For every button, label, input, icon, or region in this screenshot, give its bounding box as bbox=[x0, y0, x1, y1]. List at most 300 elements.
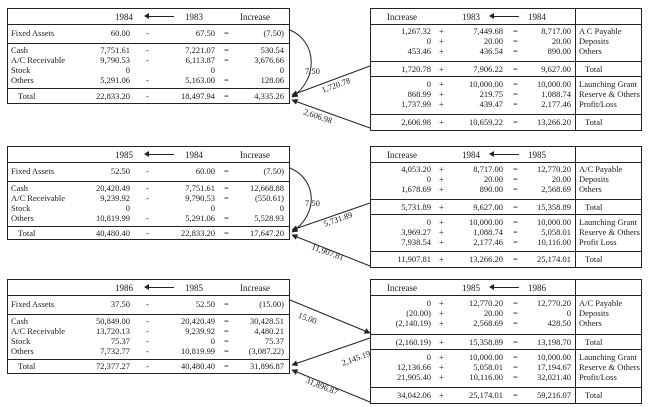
value-previous: 2,177.46 bbox=[473, 237, 503, 247]
equals-separator: = bbox=[513, 227, 518, 237]
arrow-left-icon bbox=[493, 16, 519, 17]
value-increase: 21,905.40 bbox=[397, 372, 431, 382]
value-current: 75.37 bbox=[110, 336, 130, 346]
row-label: A/C Receivable bbox=[11, 193, 66, 203]
equals-separator: = bbox=[224, 346, 229, 356]
equals-separator: = bbox=[513, 26, 518, 36]
value-previous: 1,088.74 bbox=[473, 227, 503, 237]
increase-header: Increase bbox=[240, 12, 270, 22]
increase-header: Increase bbox=[387, 283, 417, 293]
year-current: 1985 bbox=[115, 150, 133, 160]
row-label: Total bbox=[18, 361, 36, 371]
arrow-left-icon bbox=[493, 287, 519, 288]
equals-separator: = bbox=[513, 318, 518, 328]
value-current: 15,358.89 bbox=[537, 202, 571, 212]
row-label: Others bbox=[579, 184, 602, 194]
value-increase: 0 bbox=[279, 203, 284, 213]
equity-section bbox=[371, 214, 641, 252]
assets-table bbox=[7, 8, 290, 104]
equals-separator: = bbox=[224, 316, 229, 326]
value-current: 0 bbox=[125, 203, 130, 213]
liabilities-header bbox=[371, 147, 641, 163]
equals-separator: = bbox=[513, 352, 518, 362]
plus-separator: + bbox=[439, 89, 444, 99]
value-previous: 60.00 bbox=[195, 166, 215, 176]
value-increase: (3,087.22) bbox=[248, 346, 284, 356]
equals-separator: = bbox=[224, 28, 229, 38]
dash-separator: - bbox=[146, 213, 149, 223]
value-previous: 13,266.20 bbox=[469, 254, 503, 264]
equals-separator: = bbox=[513, 390, 518, 400]
value-current: 20.00 bbox=[551, 174, 571, 184]
value-previous: 10,819.99 bbox=[181, 346, 215, 356]
year-previous: 1984 bbox=[185, 150, 203, 160]
value-current: 13,198.70 bbox=[537, 337, 571, 347]
dash-separator: - bbox=[146, 316, 149, 326]
value-increase: 0 bbox=[426, 79, 431, 89]
value-previous: 219.75 bbox=[479, 89, 503, 99]
flow-current-value: 1,720.78 bbox=[320, 75, 352, 95]
value-current: 13,266.20 bbox=[537, 117, 571, 127]
value-increase: 4,480.21 bbox=[254, 326, 284, 336]
equals-separator: = bbox=[224, 183, 229, 193]
value-increase: 0 bbox=[426, 36, 431, 46]
assets-total-section bbox=[8, 359, 289, 373]
value-increase: 2,606.98 bbox=[401, 117, 431, 127]
current-liabilities-total bbox=[371, 61, 641, 77]
plus-separator: + bbox=[439, 36, 444, 46]
equity-section bbox=[371, 76, 641, 115]
flow-total-value: 11,907.81 bbox=[310, 241, 346, 263]
liabilities-grand-total bbox=[371, 251, 641, 267]
flow-fixed-value: 15.00 bbox=[296, 310, 319, 326]
plus-separator: + bbox=[439, 318, 444, 328]
row-label: Stock bbox=[11, 203, 31, 213]
arrow-left-icon bbox=[493, 154, 519, 155]
year-previous: 1984 bbox=[462, 150, 480, 160]
liabilities-table bbox=[370, 146, 642, 268]
plus-separator: + bbox=[439, 227, 444, 237]
value-previous: 9,627.00 bbox=[473, 202, 503, 212]
value-current: 5,291.06 bbox=[100, 75, 130, 85]
value-current: 10,000.00 bbox=[537, 352, 571, 362]
plus-separator: + bbox=[439, 308, 444, 318]
value-previous: 0 bbox=[210, 336, 215, 346]
plus-separator: + bbox=[439, 337, 444, 347]
value-current: 2,568.69 bbox=[541, 184, 571, 194]
row-label: Reserve & Others bbox=[579, 362, 640, 372]
row-label: Fixed Assets bbox=[11, 166, 55, 176]
assets-header bbox=[8, 9, 289, 25]
row-label: Total bbox=[585, 64, 603, 74]
value-increase: 1,720.78 bbox=[401, 64, 431, 74]
dash-separator: - bbox=[146, 361, 149, 371]
row-label: Cash bbox=[11, 316, 28, 326]
value-current: 7,732.77 bbox=[100, 346, 130, 356]
value-increase: 12,668.88 bbox=[250, 183, 284, 193]
value-previous: 7,906.22 bbox=[473, 64, 503, 74]
value-current: 60.00 bbox=[110, 28, 130, 38]
row-label: Reserve & Others bbox=[579, 89, 640, 99]
equals-separator: = bbox=[513, 46, 518, 56]
liabilities-header bbox=[371, 9, 641, 25]
value-previous: 52.50 bbox=[195, 299, 215, 309]
value-increase: (7.50) bbox=[263, 28, 284, 38]
liabilities-table bbox=[370, 279, 642, 404]
plus-separator: + bbox=[439, 184, 444, 194]
value-previous: 439.47 bbox=[479, 99, 503, 109]
fixed-assets-section bbox=[8, 295, 289, 315]
equals-separator: = bbox=[513, 372, 518, 382]
dash-separator: - bbox=[146, 75, 149, 85]
assets-total-section bbox=[8, 226, 289, 240]
year-previous: 1985 bbox=[185, 283, 203, 293]
value-increase: 3,676.66 bbox=[254, 55, 284, 65]
row-label: Others bbox=[579, 318, 602, 328]
equals-separator: = bbox=[513, 174, 518, 184]
year-previous: 1985 bbox=[462, 283, 480, 293]
value-current: 2,177.46 bbox=[541, 99, 571, 109]
value-current: 0 bbox=[566, 308, 571, 318]
fixed-assets-section bbox=[8, 24, 289, 44]
equals-separator: = bbox=[224, 193, 229, 203]
value-increase: 1,678.69 bbox=[401, 184, 431, 194]
equals-separator: = bbox=[513, 217, 518, 227]
value-current: 12,770.20 bbox=[537, 298, 571, 308]
plus-separator: + bbox=[439, 352, 444, 362]
row-label: Profit/Loss bbox=[579, 372, 617, 382]
value-previous: 10,659.22 bbox=[469, 117, 503, 127]
plus-separator: + bbox=[439, 117, 444, 127]
assets-table bbox=[7, 146, 290, 240]
value-increase: (7.50) bbox=[263, 166, 284, 176]
value-current: 59,216.07 bbox=[537, 390, 571, 400]
equals-separator: = bbox=[513, 64, 518, 74]
plus-separator: + bbox=[439, 64, 444, 74]
current-assets-section bbox=[8, 314, 289, 360]
current-assets-section bbox=[8, 181, 289, 227]
equals-separator: = bbox=[224, 75, 229, 85]
row-label: Total bbox=[585, 337, 603, 347]
value-current: 890.00 bbox=[547, 46, 571, 56]
value-increase: 1,737.99 bbox=[401, 99, 431, 109]
arrow-left-icon bbox=[148, 16, 174, 17]
value-current: 5,058.01 bbox=[541, 227, 571, 237]
equals-separator: = bbox=[224, 91, 229, 101]
liabilities-grand-total bbox=[371, 387, 641, 403]
row-label: Total bbox=[585, 117, 603, 127]
value-current: 9,627.00 bbox=[541, 64, 571, 74]
value-increase: 5,528.93 bbox=[254, 213, 284, 223]
value-increase: 5,731.89 bbox=[401, 202, 431, 212]
value-current: 13,720.13 bbox=[96, 326, 130, 336]
row-label: Deposits bbox=[579, 308, 609, 318]
value-increase: 11,907.81 bbox=[397, 254, 431, 264]
value-increase: 31,896.87 bbox=[250, 361, 284, 371]
value-previous: 5,291.06 bbox=[185, 213, 215, 223]
row-label: Reserve & Others bbox=[579, 227, 640, 237]
value-previous: 20,420.49 bbox=[181, 316, 215, 326]
plus-separator: + bbox=[439, 254, 444, 264]
value-current: 25,174.01 bbox=[537, 254, 571, 264]
plus-separator: + bbox=[439, 164, 444, 174]
arrow-left-icon bbox=[148, 154, 174, 155]
value-previous: 890.00 bbox=[479, 184, 503, 194]
current-liabilities-section bbox=[371, 162, 641, 200]
plus-separator: + bbox=[439, 46, 444, 56]
value-current: 9,790.53 bbox=[100, 55, 130, 65]
value-increase: 7,938.54 bbox=[401, 237, 431, 247]
value-increase: 868.99 bbox=[407, 89, 431, 99]
value-increase: 1,267.32 bbox=[401, 26, 431, 36]
increase-header: Increase bbox=[240, 150, 270, 160]
value-increase: 0 bbox=[426, 174, 431, 184]
row-label: A/C Receivable bbox=[11, 326, 66, 336]
value-current: 12,770.20 bbox=[537, 164, 571, 174]
value-previous: 15,358.89 bbox=[469, 337, 503, 347]
current-liabilities-total bbox=[371, 334, 641, 350]
plus-separator: + bbox=[439, 390, 444, 400]
value-current: 52.50 bbox=[110, 166, 130, 176]
row-label: Deposits bbox=[579, 174, 609, 184]
value-previous: 5,163.00 bbox=[185, 75, 215, 85]
current-liabilities-total bbox=[371, 199, 641, 215]
value-previous: 436.54 bbox=[479, 46, 503, 56]
value-increase: (550.61) bbox=[254, 193, 284, 203]
equals-separator: = bbox=[224, 228, 229, 238]
row-label: A/C Payable bbox=[579, 164, 623, 174]
assets-total-section bbox=[8, 88, 289, 103]
equals-separator: = bbox=[513, 99, 518, 109]
equals-separator: = bbox=[513, 254, 518, 264]
value-previous: 10,000.00 bbox=[469, 352, 503, 362]
value-current: 32,021.40 bbox=[537, 372, 571, 382]
flow-total-value: 31,896.87 bbox=[304, 374, 340, 398]
year-previous: 1983 bbox=[462, 12, 480, 22]
equals-separator: = bbox=[513, 202, 518, 212]
value-increase: 0 bbox=[279, 65, 284, 75]
value-increase: 75.37 bbox=[264, 336, 284, 346]
value-current: 1,088.74 bbox=[541, 89, 571, 99]
row-label: Others bbox=[11, 213, 34, 223]
equals-separator: = bbox=[513, 36, 518, 46]
value-current: 0 bbox=[125, 65, 130, 75]
row-label: A/C Receivable bbox=[11, 55, 66, 65]
dash-separator: - bbox=[146, 183, 149, 193]
year-current: 1984 bbox=[528, 12, 546, 22]
equals-separator: = bbox=[513, 298, 518, 308]
row-label: Total bbox=[585, 254, 603, 264]
current-assets-section bbox=[8, 43, 289, 89]
value-current: 10,116.00 bbox=[537, 237, 571, 247]
row-label: Total bbox=[585, 202, 603, 212]
equals-separator: = bbox=[224, 361, 229, 371]
row-label: Fixed Assets bbox=[11, 28, 55, 38]
value-previous: 22,833.20 bbox=[181, 228, 215, 238]
value-previous: 20.00 bbox=[483, 308, 503, 318]
value-previous: 10,000.00 bbox=[469, 217, 503, 227]
value-previous: 5,058.01 bbox=[473, 362, 503, 372]
arrow-left-icon bbox=[148, 287, 174, 288]
value-increase: 30,428.51 bbox=[250, 316, 284, 326]
flow-current-value: 2,145.19 bbox=[340, 348, 372, 368]
value-previous: 20.00 bbox=[483, 174, 503, 184]
plus-separator: + bbox=[439, 99, 444, 109]
value-current: 428.50 bbox=[547, 318, 571, 328]
current-liabilities-section bbox=[371, 24, 641, 62]
value-current: 37.50 bbox=[110, 299, 130, 309]
value-previous: 2,568.69 bbox=[473, 318, 503, 328]
equals-separator: = bbox=[513, 79, 518, 89]
year-previous: 1983 bbox=[185, 12, 203, 22]
assets-header bbox=[8, 147, 289, 163]
plus-separator: + bbox=[439, 202, 444, 212]
value-previous: 0 bbox=[210, 65, 215, 75]
row-label: Stock bbox=[11, 65, 31, 75]
dash-separator: - bbox=[146, 299, 149, 309]
dash-separator: - bbox=[146, 28, 149, 38]
fixed-assets-section bbox=[8, 162, 289, 182]
plus-separator: + bbox=[439, 217, 444, 227]
row-label: Fixed Assets bbox=[11, 299, 55, 309]
row-label: Cash bbox=[11, 45, 28, 55]
assets-header bbox=[8, 280, 289, 296]
value-current: 7,751.61 bbox=[100, 45, 130, 55]
value-increase: 453.46 bbox=[407, 46, 431, 56]
value-previous: 7,449.68 bbox=[473, 26, 503, 36]
value-previous: 12,770.20 bbox=[469, 298, 503, 308]
row-label: Others bbox=[579, 46, 602, 56]
value-increase: 530.54 bbox=[260, 45, 284, 55]
value-previous: 9,790.53 bbox=[185, 193, 215, 203]
equals-separator: = bbox=[513, 337, 518, 347]
equals-separator: = bbox=[224, 45, 229, 55]
value-increase: 3,969.27 bbox=[401, 227, 431, 237]
increase-header: Increase bbox=[387, 150, 417, 160]
value-increase: 0 bbox=[426, 217, 431, 227]
flow-fixed-value: 7.50 bbox=[305, 198, 320, 208]
value-increase: 4,335.26 bbox=[254, 91, 284, 101]
plus-separator: + bbox=[439, 372, 444, 382]
year-current: 1985 bbox=[528, 150, 546, 160]
current-liabilities-section bbox=[371, 295, 641, 335]
row-label: Others bbox=[11, 346, 34, 356]
row-label: Total bbox=[18, 228, 36, 238]
equals-separator: = bbox=[224, 336, 229, 346]
value-previous: 8,717.00 bbox=[473, 164, 503, 174]
equals-separator: = bbox=[513, 308, 518, 318]
value-current: 20.00 bbox=[551, 36, 571, 46]
equals-separator: = bbox=[513, 89, 518, 99]
dash-separator: - bbox=[146, 91, 149, 101]
value-increase: (2,140.19) bbox=[395, 318, 431, 328]
equals-separator: = bbox=[513, 362, 518, 372]
year-current: 1986 bbox=[115, 283, 133, 293]
value-current: 40,480.40 bbox=[96, 228, 130, 238]
equals-separator: = bbox=[513, 184, 518, 194]
value-previous: 20.00 bbox=[483, 36, 503, 46]
equals-separator: = bbox=[224, 166, 229, 176]
plus-separator: + bbox=[439, 174, 444, 184]
equals-separator: = bbox=[513, 237, 518, 247]
value-increase: 4,053.20 bbox=[401, 164, 431, 174]
plus-separator: + bbox=[439, 79, 444, 89]
value-increase: 128.06 bbox=[260, 75, 284, 85]
row-label: Others bbox=[11, 75, 34, 85]
value-current: 8,717.00 bbox=[541, 26, 571, 36]
value-increase: 17,647.20 bbox=[250, 228, 284, 238]
plus-separator: + bbox=[439, 26, 444, 36]
row-label: Cash bbox=[11, 183, 28, 193]
value-current: 10,000.00 bbox=[537, 79, 571, 89]
row-label: Launching Grant bbox=[579, 352, 637, 362]
value-previous: 6,113.87 bbox=[185, 55, 215, 65]
value-increase: 0 bbox=[426, 298, 431, 308]
equals-separator: = bbox=[224, 299, 229, 309]
value-increase: (20.00) bbox=[406, 308, 431, 318]
dash-separator: - bbox=[146, 166, 149, 176]
year-current: 1986 bbox=[528, 283, 546, 293]
value-increase: (15.00) bbox=[259, 299, 284, 309]
fixed-assets-link bbox=[290, 30, 311, 97]
value-current: 20,420.49 bbox=[96, 183, 130, 193]
equals-separator: = bbox=[513, 164, 518, 174]
value-increase: 34,042.06 bbox=[397, 390, 431, 400]
row-label: Profit Loss bbox=[579, 237, 617, 247]
dash-separator: - bbox=[146, 346, 149, 356]
liabilities-table bbox=[370, 8, 642, 131]
row-label: A C Payable bbox=[579, 26, 622, 36]
row-label: Deposits bbox=[579, 36, 609, 46]
plus-separator: + bbox=[439, 362, 444, 372]
equity-section bbox=[371, 349, 641, 388]
value-increase: (2,160.19) bbox=[395, 337, 431, 347]
value-current: 22,833.20 bbox=[96, 91, 130, 101]
plus-separator: + bbox=[439, 237, 444, 247]
value-previous: 0 bbox=[210, 203, 215, 213]
value-previous: 7,751.61 bbox=[185, 183, 215, 193]
dash-separator: - bbox=[146, 228, 149, 238]
value-previous: 10,000.00 bbox=[469, 79, 503, 89]
value-current: 17,194.67 bbox=[537, 362, 571, 372]
row-label: Total bbox=[585, 390, 603, 400]
plus-separator: + bbox=[439, 298, 444, 308]
value-previous: 18,497.94 bbox=[181, 91, 215, 101]
equals-separator: = bbox=[513, 117, 518, 127]
flow-total-value: 2,606.98 bbox=[302, 106, 334, 126]
row-label: Profit/Loss bbox=[579, 99, 617, 109]
value-previous: 9,239.92 bbox=[185, 326, 215, 336]
flow-current-value: 5,731.89 bbox=[322, 209, 354, 229]
value-previous: 40,480.40 bbox=[181, 361, 215, 371]
value-current: 50,849.00 bbox=[96, 316, 130, 326]
row-label: Total bbox=[18, 91, 36, 101]
row-label: Launching Grant bbox=[579, 79, 637, 89]
liabilities-grand-total bbox=[371, 114, 641, 130]
value-current: 10,819.99 bbox=[96, 213, 130, 223]
value-current: 72,377.27 bbox=[96, 361, 130, 371]
value-previous: 7,221.07 bbox=[185, 45, 215, 55]
increase-header: Increase bbox=[240, 283, 270, 293]
row-label: Launching Grant bbox=[579, 217, 637, 227]
dash-separator: - bbox=[146, 45, 149, 55]
row-label: Stock bbox=[11, 336, 31, 346]
dash-separator: - bbox=[146, 55, 149, 65]
dash-separator: - bbox=[146, 336, 149, 346]
value-current: 9,239.92 bbox=[100, 193, 130, 203]
value-previous: 10,116.00 bbox=[469, 372, 503, 382]
value-previous: 67.50 bbox=[195, 28, 215, 38]
